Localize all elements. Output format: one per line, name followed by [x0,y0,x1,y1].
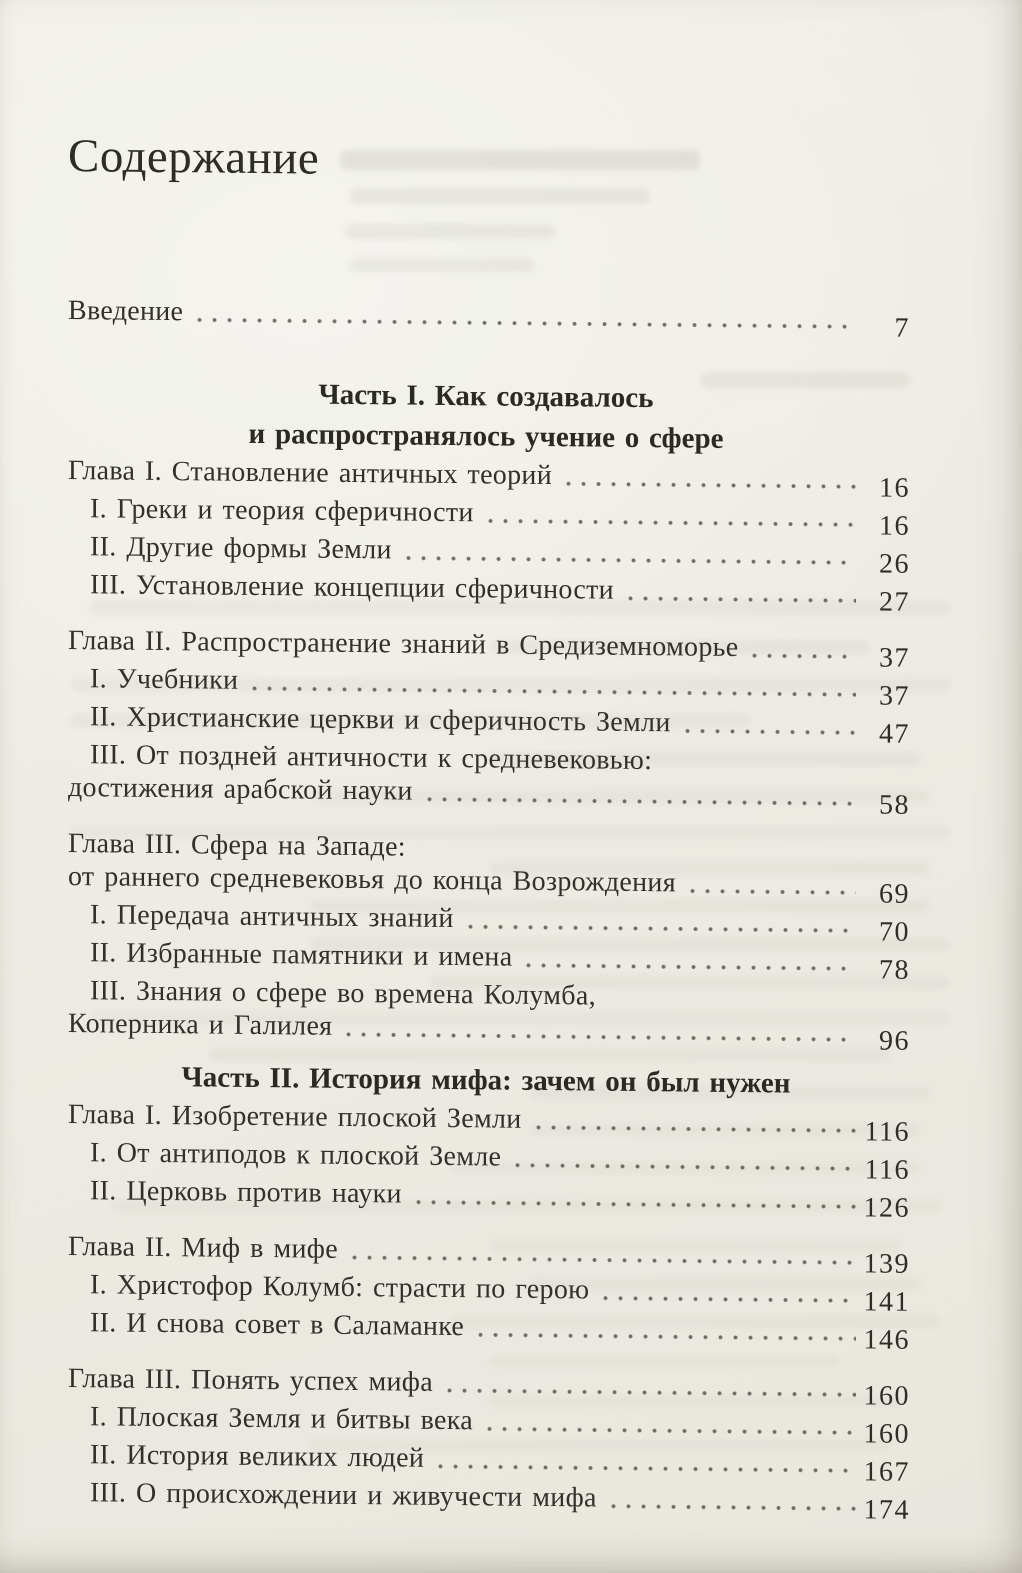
page-number: 96 [879,1025,910,1057]
dotted-leader [352,1251,856,1266]
part-heading [68,372,904,461]
entry-label: I. Плоская Земля и битвы века [90,1401,473,1437]
dotted-leader [252,682,856,698]
dotted-leader [690,885,856,897]
page-number: 116 [864,1154,910,1186]
contents-title: Содержание [68,130,320,185]
part-heading-line: Часть II. История мифа: зачем он был нужен [181,1061,791,1100]
entry-label: I. Христофор Колумб: страсти по герою [90,1269,590,1306]
table-of-contents [68,130,910,1526]
toc-entry-section [68,1476,910,1526]
page-number: 167 [863,1456,910,1488]
page-number: 70 [879,916,910,948]
dotted-leader [427,793,856,807]
dotted-leader [603,1292,856,1305]
page-number: 126 [863,1192,910,1224]
page-number: 78 [879,954,910,986]
entry-label: Глава I. Изобретение плоской Земли [68,1099,522,1135]
entry-line: Глава III. Сфера на Западе: [68,828,406,863]
toc-entry-section [68,898,910,948]
entry-label: II. История великих людей [90,1439,425,1474]
entry-label: Глава II. Миф в мифе [68,1231,338,1265]
toc-entry-section [68,662,910,712]
toc-entry-section [68,974,910,1057]
toc-entry-chapter [68,1362,910,1412]
toc-entry-chapter [68,454,910,504]
dotted-leader [611,1500,856,1513]
toc-entry-section [68,1174,910,1224]
entry-label: достижения арабской науки [68,772,413,807]
toc-entry-section [68,492,910,542]
toc-entry-chapter [68,1230,910,1280]
page-number: 141 [863,1286,910,1318]
dotted-leader [526,959,856,972]
toc-entry-section [68,700,910,750]
page-number: 16 [879,472,910,504]
toc-part [68,372,910,1057]
entry-label: II. И снова совет в Саламанке [90,1307,465,1343]
dotted-leader [346,1028,856,1043]
dotted-leader [628,592,856,604]
toc-entry-section [68,568,910,618]
page-number: 37 [879,642,910,674]
toc-parts [68,372,910,1526]
toc-entry-section [68,738,910,821]
entry-label: I. Греки и теория сферичности [90,493,474,529]
page-number: 174 [863,1494,910,1526]
entry-label: Коперника и Галилея [68,1008,333,1042]
entry-line: III. Знания о сфере во времена Колумба, [90,975,596,1012]
dotted-leader [566,477,856,490]
part-heading-line: и распространялось учение о сфере [248,417,724,455]
entry-label: I. Передача античных знаний [90,899,454,935]
entry-label: Введение [68,295,184,328]
dotted-leader [468,920,856,934]
toc-entry-section [68,1400,910,1450]
toc-entry-chapter [68,624,910,674]
part-heading [68,1056,904,1105]
dotted-leader [416,1196,856,1211]
page-number: 47 [879,718,910,750]
entry-label: II. Христианские церкви и сферичность Земли [90,701,671,739]
dotted-leader [488,514,856,528]
dotted-leader [447,1384,856,1398]
entry-label: Глава I. Становление античных теорий [68,455,552,492]
toc-entry-section [68,1136,910,1186]
toc-entry-chapter [68,1098,910,1148]
page-number: 160 [863,1380,910,1412]
entry-line: III. От поздней античности к средневековью: [90,739,653,777]
entry-label: III. Установление концепции сферичности [90,569,614,606]
dotted-leader [515,1159,856,1173]
dotted-leader [197,313,856,330]
page-number: 27 [879,586,910,618]
toc-entry-section [68,530,910,580]
entry-label: от раннего средневековья до конца Возрождения [68,861,676,899]
page-number: 160 [863,1418,910,1450]
dotted-leader [487,1422,856,1436]
toc-entry-intro [68,294,910,344]
dotted-leader [406,552,856,567]
toc-entry-chapter [68,827,910,910]
dotted-leader [752,649,856,660]
dotted-leader [478,1328,856,1342]
entry-label: Глава III. Понять успех мифа [68,1363,433,1398]
entry-label: II. Избранные памятники и имена [90,937,513,973]
page-number: 58 [879,789,910,821]
entry-label: II. Другие формы Земли [90,531,392,566]
entry-label: II. Церковь против науки [90,1175,402,1210]
entry-label: Глава II. Распространение знаний в Средиземноморье [68,625,739,664]
page-number: 16 [879,510,910,542]
dotted-leader [438,1460,856,1474]
entry-label: I. От антиподов к плоской Земле [90,1137,502,1173]
toc-entry-section [68,936,910,986]
page-number: 146 [863,1324,910,1356]
page-number: 37 [879,680,910,712]
toc-part [68,1056,910,1526]
toc-entry-section [68,1438,910,1488]
part-heading-line: Часть I. Как создавалось [318,378,654,415]
dotted-leader [685,724,856,736]
page-number: 7 [894,312,910,344]
page-number: 26 [879,548,910,580]
page-number: 69 [879,878,910,910]
page-number: 139 [863,1248,910,1280]
toc-entry-section [68,1268,910,1318]
dotted-leader [536,1121,856,1134]
entry-label: III. О происхождении и живучести мифа [90,1477,597,1514]
toc-entry-section [68,1306,910,1356]
entry-label: I. Учебники [90,663,239,696]
page-number: 116 [864,1116,910,1148]
